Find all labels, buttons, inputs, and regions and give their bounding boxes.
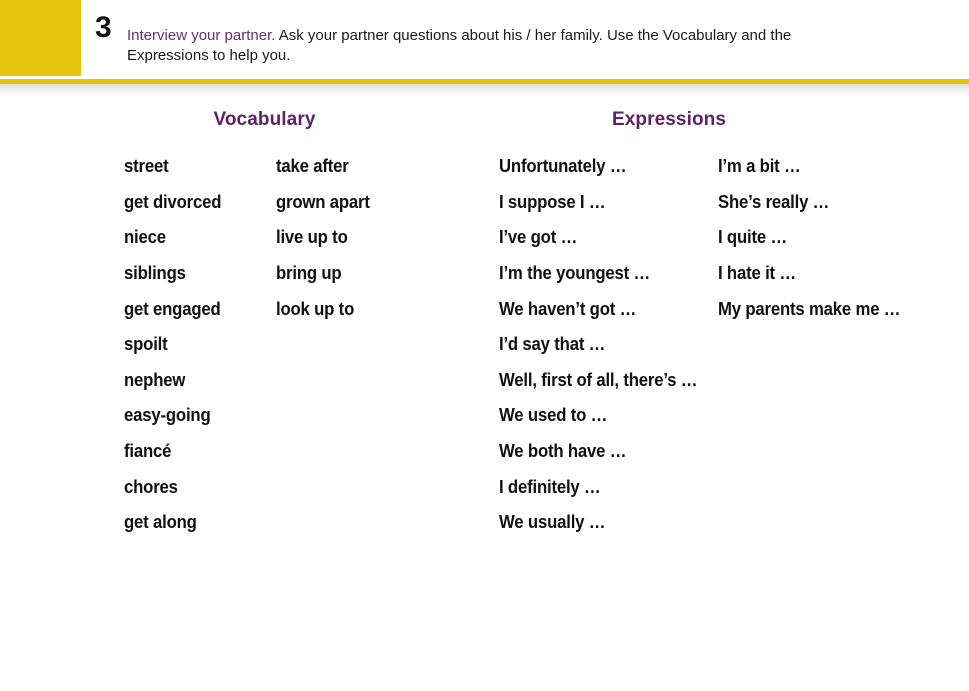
instruction-lead: Interview your partner. [127,27,276,44]
expression-item: We haven’t got … [499,298,637,319]
divider-shadow [0,84,969,95]
expression-item: I’m the youngest … [499,263,651,284]
expression-item: I hate it … [718,263,796,284]
vocab-item: look up to [276,298,355,319]
vocab-item: grown apart [276,191,370,212]
vocab-item: nephew [124,369,186,390]
expression-item: I suppose I … [499,191,606,212]
vocab-item: bring up [276,263,342,284]
gold-corner-block [0,0,81,76]
vocab-item: niece [124,227,166,248]
expression-item: Unfortunately … [499,156,627,177]
vocab-item: chores [124,476,178,497]
instruction-text [127,26,935,66]
expression-item: We used to … [499,405,608,426]
vocab-item: spoilt [124,334,168,355]
expression-item: I quite … [718,227,788,248]
vocab-item: siblings [124,263,186,284]
expression-item: Well, first of all, there’s … [499,369,698,390]
vocab-item: street [124,156,169,177]
exercise-number: 3 [95,11,112,44]
vocab-item: live up to [276,227,348,248]
vocab-item: easy-going [124,405,211,426]
expression-item: I definitely … [499,476,601,497]
vocab-item: get along [124,512,197,533]
expression-item: My parents make me … [718,298,901,319]
expression-item: I’m a bit … [718,156,801,177]
expression-item: I’d say that … [499,334,606,355]
instruction-line1-rest: Ask your partner questions about his / her family. Use the Vocabulary and the [278,27,792,44]
expression-item: We both have … [499,441,627,462]
vocab-item: take after [276,156,349,177]
expression-item: I’ve got … [499,227,578,248]
expressions-list-col2 [718,149,914,327]
expression-item: We usually … [499,512,606,533]
expressions-list-col1 [499,149,712,541]
vocab-item: get engaged [124,298,221,319]
expression-item: She’s really … [718,191,830,212]
vocab-item: get divorced [124,191,222,212]
vocabulary-title: Vocabulary [213,109,316,130]
instruction-line2: Expressions to help you. [127,47,291,64]
expressions-title: Expressions [611,109,727,130]
vocabulary-list-col1 [124,149,229,541]
vocab-item: fiancé [124,441,172,462]
vocabulary-list-col2 [276,149,377,327]
